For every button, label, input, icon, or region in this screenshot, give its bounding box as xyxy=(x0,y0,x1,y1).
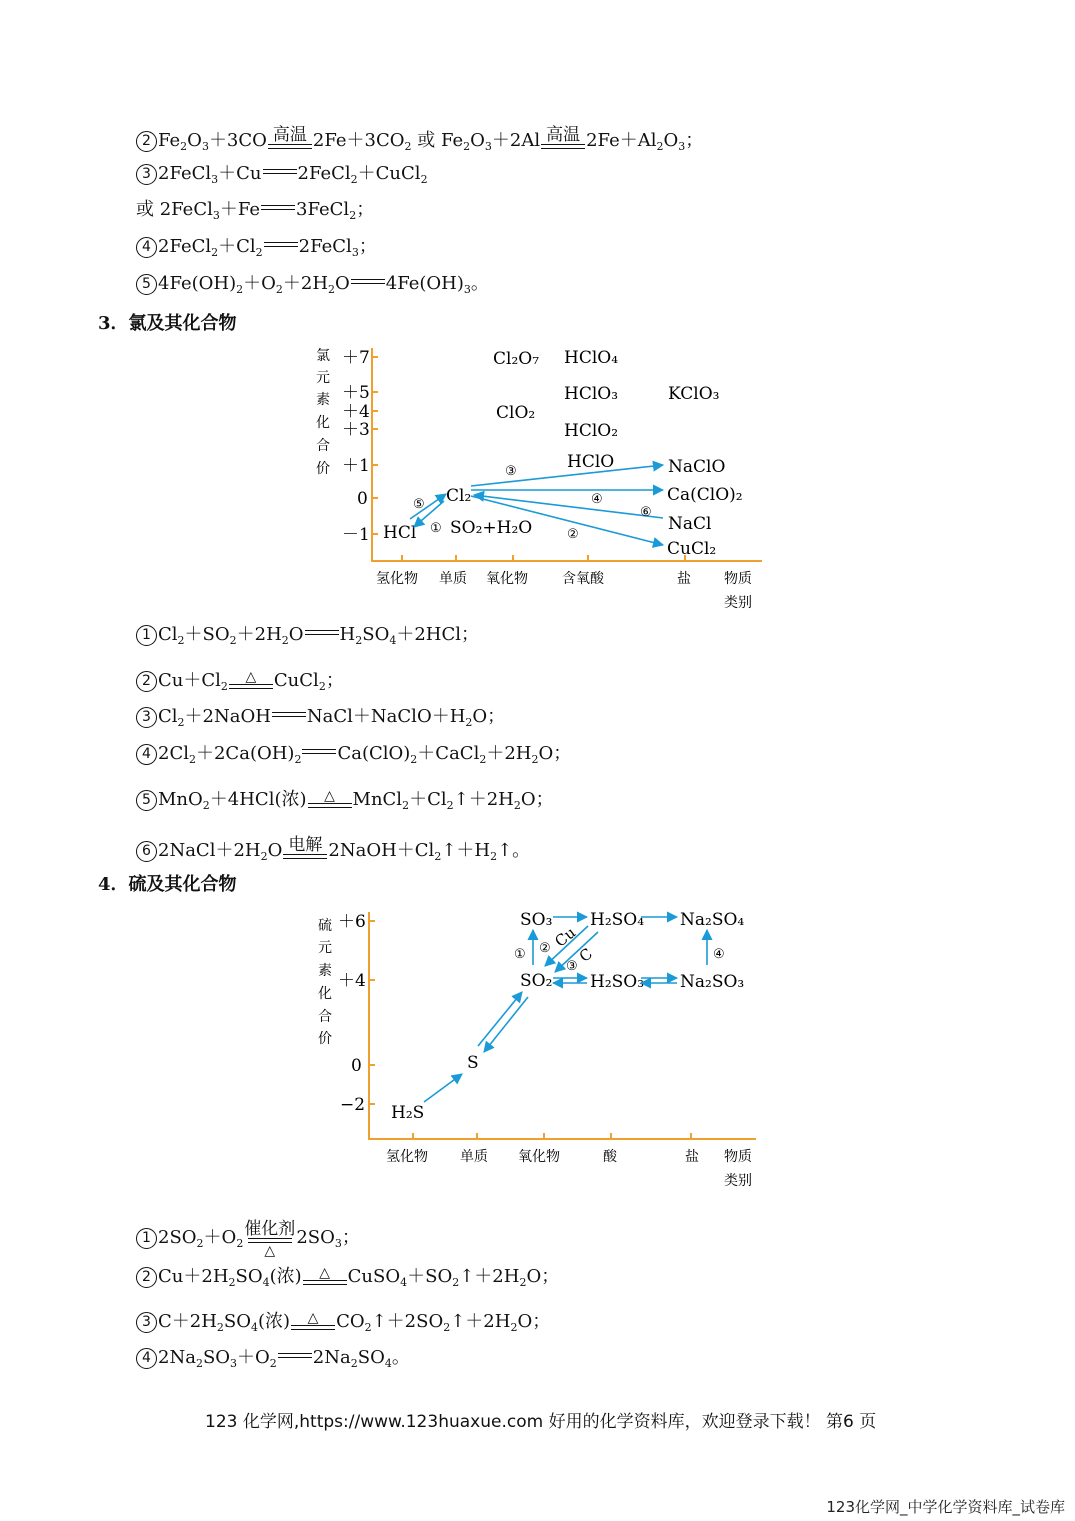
s-x-category-labels xyxy=(386,1148,752,1189)
svg-text:化: 化 xyxy=(318,986,332,1002)
s-eq-3: 3 $C+2H_2SO_4$(浓) △ $CO_2↑+2SO_2↑+2H_2O$； xyxy=(136,1309,550,1334)
svg-text:SO₂+H₂O: SO₂+H₂O xyxy=(450,518,533,538)
svg-text:氢化物: 氢化物 xyxy=(376,571,418,587)
cl-eq-5: 5 MnO$_2$＋4HCl(浓) △ $MnCl_2+Cl_2↑+2H_2O$； xyxy=(136,787,554,812)
svg-text:②: ② xyxy=(539,941,551,956)
svg-text:④: ④ xyxy=(713,947,725,962)
cl-eq-1: 1 $Cl_2+SO_2+2H_2O$ $H_2SO_4+2HCl$； xyxy=(136,623,479,647)
svg-text:酸: 酸 xyxy=(603,1149,617,1165)
svg-text:HCl: HCl xyxy=(383,523,417,543)
svg-text:Cl₂O₇: Cl₂O₇ xyxy=(493,349,540,369)
svg-text:S: S xyxy=(467,1053,479,1073)
svg-text:NaCl: NaCl xyxy=(668,514,712,534)
svg-text:H₂SO₃: H₂SO₃ xyxy=(590,972,645,992)
svg-text:⑤: ⑤ xyxy=(413,497,425,512)
svg-text:合: 合 xyxy=(318,1009,332,1025)
svg-text:合: 合 xyxy=(316,438,330,454)
cl-eq-3: 3 $Cl_2+2NaOH$ $NaCl+NaClO+H_2O$； xyxy=(136,705,505,729)
svg-text:＋7: ＋7 xyxy=(342,348,370,368)
svg-text:价: 价 xyxy=(316,461,330,477)
eq-number: 2 xyxy=(136,131,157,152)
svg-text:素: 素 xyxy=(316,392,330,408)
svg-text:化: 化 xyxy=(316,415,330,431)
svg-text:④: ④ xyxy=(591,492,603,507)
svg-text:H₂S: H₂S xyxy=(391,1103,425,1123)
eq-number: 3 xyxy=(136,1312,157,1333)
svg-text:Cl₂: Cl₂ xyxy=(446,486,472,506)
svg-text:盐: 盐 xyxy=(677,571,691,587)
reaction-condition: 高温 xyxy=(541,126,585,155)
svg-text:物质: 物质 xyxy=(724,571,752,587)
eq-number: 5 xyxy=(136,790,157,811)
svg-text:Na₂SO₃: Na₂SO₃ xyxy=(680,972,745,992)
y-axis-label xyxy=(316,348,330,477)
svg-text:类别: 类别 xyxy=(724,595,752,611)
reaction-condition: 电解 xyxy=(283,836,327,865)
iron-eq-5: 5 $4Fe(OH)_2+O_2+2H_2O$ $4Fe(OH)_3$。 xyxy=(136,272,489,296)
s-catalyst-labels xyxy=(551,923,596,966)
svg-text:NaClO: NaClO xyxy=(668,457,726,477)
svg-text:HClO₄: HClO₄ xyxy=(564,348,619,368)
svg-text:＋5: ＋5 xyxy=(342,383,370,403)
svg-text:③: ③ xyxy=(505,464,517,479)
eq-number: 2 xyxy=(136,671,157,692)
svg-text:Cu: Cu xyxy=(551,923,580,951)
svg-text:单质: 单质 xyxy=(460,1149,488,1165)
page-footer: 123 化学网,https://www.123huaxue.com 好用的化学资料库，欢迎登录下载！ 第6 页 xyxy=(205,1412,877,1432)
svg-text:Ca(ClO)₂: Ca(ClO)₂ xyxy=(667,485,743,505)
eq-number: 5 xyxy=(136,274,157,295)
iron-eq-3b: 或 2FeCl$_3$＋Fe 3FeCl$_2$； xyxy=(136,199,375,222)
svg-text:含氧酸: 含氧酸 xyxy=(562,571,604,587)
eq-number: 1 xyxy=(136,625,157,646)
svg-text:氧化物: 氧化物 xyxy=(486,571,528,587)
iron-eq-2: 2 $Fe_2O_3+3CO$ 高温 $2Fe+3CO_2$ 或 $Fe_2O_3+2Al$ 高温 $2Fe+Al_2O_3$； xyxy=(136,124,703,153)
svg-text:Na₂SO₄: Na₂SO₄ xyxy=(680,910,745,930)
svg-text:H₂SO₄: H₂SO₄ xyxy=(590,910,645,930)
svg-text:＋4: ＋4 xyxy=(338,971,366,991)
eq-number: 3 xyxy=(136,707,157,728)
s-eq-1: 1 $2SO_2+O_2$ 催化剂 △ $2SO_3$； xyxy=(136,1212,360,1250)
watermark: 123化学网_中学化学资料库_试卷库 xyxy=(826,1498,1065,1516)
svg-text:－1: －1 xyxy=(342,525,370,545)
svg-text:盐: 盐 xyxy=(685,1149,699,1165)
svg-text:HClO: HClO xyxy=(567,452,615,472)
s-y-axis-label xyxy=(318,918,332,1047)
svg-text:③: ③ xyxy=(566,959,578,974)
s-arrow-number-labels xyxy=(514,941,725,974)
cl-eq-4: 4 $2Cl_2+2Ca(OH)_2$ $Ca(ClO)_2+CaCl_2+2H_2O$； xyxy=(136,742,571,766)
section-heading-chlorine: 3．氯及其化合物 xyxy=(98,313,237,334)
s-species-labels xyxy=(391,910,744,1123)
svg-text:⑥: ⑥ xyxy=(640,505,652,520)
svg-text:氯: 氯 xyxy=(316,348,330,364)
svg-text:＋4: ＋4 xyxy=(342,402,370,422)
eq-number: 6 xyxy=(136,841,157,862)
s-eq-4: 4 $2Na_2SO_3+O_2$ $2Na_2SO_4$。 xyxy=(136,1346,410,1370)
svg-text:0: 0 xyxy=(357,489,368,509)
reaction-condition: △ xyxy=(229,670,273,695)
svg-text:SO₂: SO₂ xyxy=(520,971,553,991)
reaction-condition: 催化剂 △ xyxy=(244,1219,296,1259)
svg-text:0: 0 xyxy=(351,1056,362,1076)
svg-text:＋3: ＋3 xyxy=(342,420,370,440)
arrow-number-labels xyxy=(413,464,652,542)
section-heading-sulfur: 4．硫及其化合物 xyxy=(98,874,237,895)
eq-number: 4 xyxy=(136,1348,157,1369)
species-labels xyxy=(383,348,743,559)
svg-text:KClO₃: KClO₃ xyxy=(668,384,720,404)
svg-text:素: 素 xyxy=(318,963,332,979)
svg-text:①: ① xyxy=(514,947,526,962)
svg-text:物质: 物质 xyxy=(724,1149,752,1165)
eq-number: 3 xyxy=(136,164,157,185)
svg-text:HClO₃: HClO₃ xyxy=(564,384,619,404)
svg-text:价: 价 xyxy=(318,1031,332,1047)
svg-text:＋1: ＋1 xyxy=(342,456,370,476)
iron-eq-3: 3 2FeCl$_3$＋Cu 2FeCl$_2$＋CuCl$_2$ xyxy=(136,162,428,186)
svg-text:氢化物: 氢化物 xyxy=(386,1149,428,1165)
eq-number: 4 xyxy=(136,237,157,258)
iron-eq-4: 4 $2FeCl_2+Cl_2$ 2FeCl$_3$； xyxy=(136,235,377,259)
reaction-condition: △ xyxy=(308,789,352,814)
svg-text:C: C xyxy=(575,944,596,966)
s-y-tick-labels xyxy=(338,912,366,1115)
svg-text:单质: 单质 xyxy=(439,571,467,587)
svg-text:①: ① xyxy=(430,521,442,536)
y-tick-labels xyxy=(342,348,370,545)
reaction-condition: △ xyxy=(291,1311,335,1336)
svg-text:＋6: ＋6 xyxy=(338,912,366,932)
svg-text:硫: 硫 xyxy=(318,918,332,934)
svg-text:−2: −2 xyxy=(340,1095,366,1115)
cl-eq-6: 6 $2NaCl+2H_2O$ 电解 $2NaOH+Cl_2↑+H_2↑$。 xyxy=(136,834,530,863)
x-category-labels xyxy=(376,570,752,611)
s-reaction-arrows xyxy=(424,917,707,1102)
eq-number: 2 xyxy=(136,1267,157,1288)
svg-text:HClO₂: HClO₂ xyxy=(564,421,619,441)
cl-eq-2: 2 $Cu+Cl_2$ △ CuCl$_2$； xyxy=(136,668,344,693)
reaction-condition: 高温 xyxy=(268,126,312,155)
svg-text:SO₃: SO₃ xyxy=(520,910,553,930)
svg-text:氧化物: 氧化物 xyxy=(518,1149,560,1165)
eq-number: 1 xyxy=(136,1228,157,1249)
svg-text:类别: 类别 xyxy=(724,1173,752,1189)
svg-text:CuCl₂: CuCl₂ xyxy=(667,539,717,559)
svg-text:ClO₂: ClO₂ xyxy=(496,403,536,423)
svg-text:②: ② xyxy=(567,527,579,542)
reaction-arrows xyxy=(410,465,663,545)
reaction-condition: △ xyxy=(303,1266,347,1291)
s-eq-2: 2 $Cu+2H_2SO_4$(浓) △ $CuSO_4+SO_2↑+2H_2O$； xyxy=(136,1264,559,1289)
svg-text:元: 元 xyxy=(316,370,330,386)
eq-number: 4 xyxy=(136,744,157,765)
svg-text:元: 元 xyxy=(318,940,332,956)
